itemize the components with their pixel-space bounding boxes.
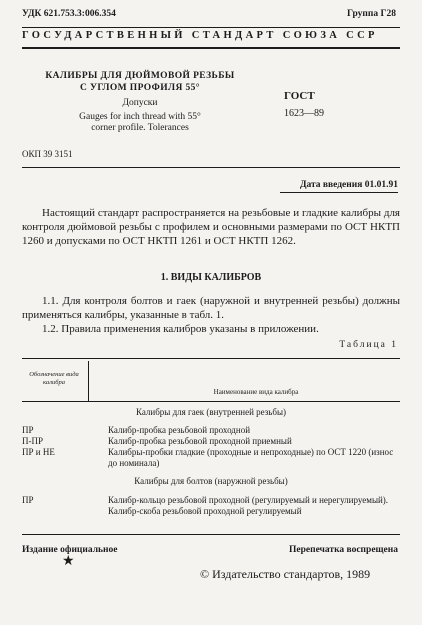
title-en-line-2: corner profile. Tolerances (91, 123, 189, 133)
table-rule-header (22, 401, 400, 402)
official-edition: Издание официальное (22, 545, 118, 555)
title-line-1: КАЛИБРЫ ДЛЯ ДЮЙМОВОЙ РЕЗЬБЫ (45, 71, 235, 81)
group-title-nuts: Калибры для гаек (внутренней резьбы) (135, 407, 287, 417)
clause-1-1: 1.1. Для контроля болтов и гаек (наружной и внутренней резьбы) должны применяться калибры, указанные в табл. 1. (22, 295, 400, 321)
table-label: Таблица 1 (339, 340, 398, 350)
row-code: ПР и НЕ (22, 447, 55, 457)
okp-rule (22, 167, 400, 168)
footer-rule (22, 534, 400, 535)
okp-code: ОКП 39 3151 (22, 149, 73, 159)
header-rule-top (22, 27, 400, 28)
title-en-line-1: Gauges for inch thread with 55° (79, 112, 201, 122)
clause-1-2: 1.2. Правила применения калибров указаны в приложении. (42, 323, 319, 335)
gost-number: 1623—89 (284, 108, 324, 119)
row-name: Калибр-пробка резьбовой проходной приемный (108, 436, 292, 446)
row-name: Калибры-пробки гладкие (проходные и непроходные) по ОСТ 1220 (износ до номинала) (108, 447, 394, 468)
intro-paragraph: Настоящий стандарт распространяется на резьбовые и гладкие калибры для контроля дюймовой резьбы с профилем и основными размерами по ОСТ НКТП 1260 и допусками по ОСТ НКТП 1261 и ОСТ НКТП 1262. (22, 207, 400, 247)
table-header-name: Наименование вида калибра (213, 388, 299, 396)
reprint-notice: Перепечатка воспрещена (288, 545, 398, 555)
title-line-2: С УГЛОМ ПРОФИЛЯ 55° (79, 83, 201, 93)
table-rule-top (22, 358, 400, 359)
row-code: ПР (22, 425, 34, 435)
group-title-bolts: Калибры для болтов (наружной резьбы) (134, 476, 288, 486)
row-code: ПР (22, 495, 34, 505)
intro-date: Дата введения 01.01.91 (299, 180, 398, 190)
gost-label: ГОСТ (284, 90, 315, 102)
header-rule-bottom (22, 47, 400, 49)
group-code: Группа Г28 (347, 9, 396, 19)
publisher: © Издательство стандартов, 1989 (200, 567, 371, 581)
row-name: Калибр-кольцо резьбовой проходной (регулируемый и нерегулируемый). Калибр-скоба резьбовой проходной регулируемый (108, 495, 389, 516)
section-title: 1. ВИДЫ КАЛИБРОВ (160, 272, 262, 283)
intro-date-rule (280, 192, 398, 193)
state-standard-heading: ГОСУДАРСТВЕННЫЙ СТАНДАРТ СОЮЗА ССР (22, 30, 378, 41)
title-tolerances: Допуски (122, 98, 158, 108)
table-header-code: Обозначение вида калибра (29, 371, 79, 386)
row-code: П-ПР (22, 436, 44, 446)
star-icon: ★ (62, 554, 75, 569)
udk-code: УДК 621.753.3:006.354 (22, 9, 116, 19)
row-name: Калибр-пробка резьбовой проходной (108, 425, 251, 435)
table-column-divider (88, 361, 89, 401)
